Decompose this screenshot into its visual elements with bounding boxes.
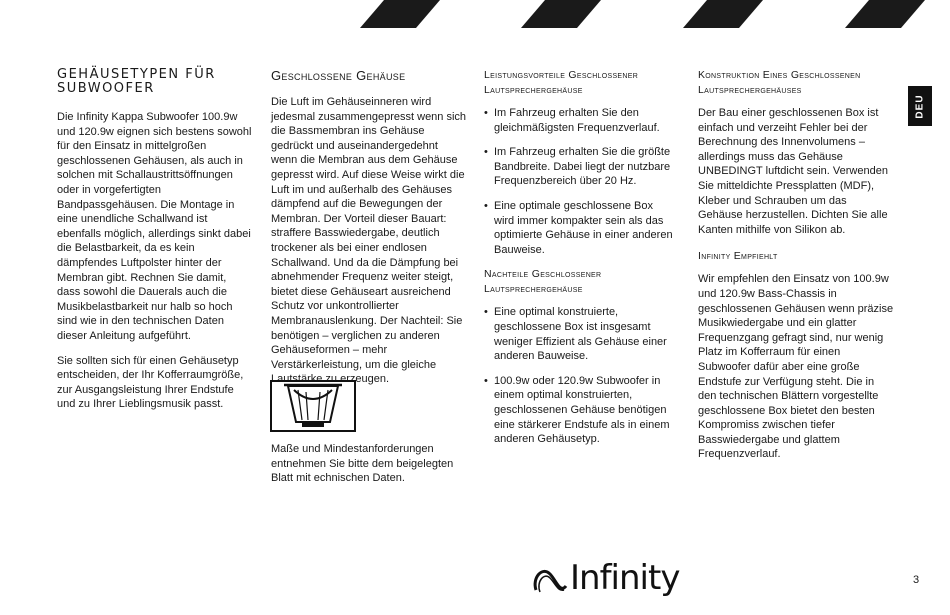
language-tab [908, 86, 932, 126]
heading-construction-line2: Lautsprechergehäuses [698, 84, 802, 96]
page-number: 3 [913, 574, 920, 586]
section-heading-disadvantages [484, 267, 676, 297]
list-item: • Im Fahrzeug erhalten Sie die größte Bandbreite. Dabei liegt der nutzbare Frequenzbereich über 20 Hz. [484, 145, 676, 189]
sealed-box-illustration [270, 380, 356, 432]
heading-disadvantages-line1: Nachteile Geschlossener [484, 268, 602, 281]
paragraph-sealed-description: Die Luft im Gehäuseinneren wird jedesmal zusammengepresst wenn sich die Bassmembran ins Gehäuse gedrückt und auseinandergedehnt wenn die Membran aus dem Gehäuse gepresst wird. Auf diese Weise wirkt die Luft im und außerhalb des Gehäuses dämpfend auf die Bewegungen der Membran. Der Vorteil dieser Bauart: straffere Basswiedergabe, deutlich trockener als bei einer endlosen Schallwand. Und da die Dämpfung bei abnehmender Frequenz weiter steigt, bietet diese Gehäuseart ausreichend Schutz vor unkontrollierter Membranauslenkung. Der Nachteil: Sie benötigen – verglichen zu anderen Gehäuseformen – mehr Verstärkerleistung, um die gleiche Lautstärke zu erzeugen. [271, 96, 467, 386]
disadvantages-list [484, 305, 676, 446]
heading-construction-line1: Konstruktion Eines Geschlossenen [698, 69, 861, 81]
list-item: • Eine optimale geschlossene Box wird immer kompakter sein als das optimierte Gehäuse in einer anderen Bauweise. [484, 199, 676, 257]
section-heading-enclosure-types: GEHÄUSETYPEN FÜR SUBWOOFER [57, 67, 216, 96]
logo-wordmark: Infinity [570, 558, 680, 598]
section-heading-recommendation: Infinity Empfiehlt [698, 250, 778, 263]
paragraph-intro: Die Infinity Kappa Subwoofer 100.9w und 120.9w eignen sich bestens sowohl für den Einsatz in mittelgroßen geschlossenen Gehäusen, als auch in solchen mit Schallaustrittsöffnungen oder in vorgefertigten Bandpassgehäusen. Die Montage in eine unendliche Schallwand ist ebenfalls möglich, allerdings sinkt dabei die Belastbarkeit, da es kein dämpfendes Luftpolster hinter der Membran gibt. Rechnen Sie damit, dass sowohl die Dauerals auch die Musikbelastbarkeit nur halb so hoch sind wie in den technischen Daten dieser Anleitung aufgeführt. [57, 111, 252, 342]
heading-disadvantages-line2: Lautsprechergehäuse [484, 283, 583, 296]
section-heading-sealed: Geschlossene Gehäuse [271, 68, 406, 83]
paragraph-dimensions-note: Maße und Mindestanforderungen entnehmen Sie bitte dem beigelegten Blatt mit echnischen Daten. [271, 443, 454, 485]
heading-advantages-line1: Leistungsvorteile Geschlossener [484, 69, 639, 81]
speaker-icon [272, 382, 354, 430]
section-heading-construction [698, 68, 894, 98]
column-1 [57, 68, 252, 422]
advantages-list [484, 106, 676, 257]
column-4 [698, 68, 894, 472]
list-item: • 100.9w oder 120.9w Subwoofer in einem optimal konstruierten, geschlossenen Gehäuse benötigen eine stärkerer Endstufe als in einem anderen Gehäusetyp. [484, 374, 676, 447]
header-stripe-1 [360, 0, 440, 28]
list-item: • Im Fahrzeug erhalten Sie den gleichmäßigsten Frequenzverlauf. [484, 106, 676, 135]
header-stripe-2 [521, 0, 601, 28]
header-stripe-3 [683, 0, 763, 28]
list-item: • Eine optimal konstruierte, geschlossene Box ist insgesamt weniger Effizient als Gehäuse einer anderen Bauweise. [484, 305, 676, 363]
infinity-logo [530, 558, 690, 600]
paragraph-construction: Der Bau einer geschlossenen Box ist einfach und verzeiht Fehler bei der Berechnung des Innenvolumens – allerdings muss das Gehäuse UNBEDINGT luftdicht sein. Verwenden Sie mitteldichte Pressplatten (MDF), Kleber und Schrauben um das Gehäuse herzustellen. Dichten Sie alle Kanten mithilfe von Silikon ab. [698, 107, 888, 236]
section-heading-advantages [484, 68, 676, 98]
language-tab-label: DEU [914, 93, 926, 119]
paragraph-recommendation: Wir empfehlen den Einsatz von 100.9w und 120.9w Bass-Chassis in geschlossenen Gehäusen wenn präzise Musikwiedergabe und ein glatter Frequenzgang gefragt sind, nur wenig Platz im Kofferraum für einen Subwoofer dafür aber eine große Endstufe zur Verfügung steht. Die in den technischen Blättern vorgestellte geschlossene Box bietet den besten Kompromiss zwischen tiefer Basswiedergabe und glattem Frequenzverlauf. [698, 273, 894, 461]
paragraph-choice: Sie sollten sich für einen Gehäusetyp entscheiden, der Ihr Kofferraumgröße, zur Ausgangsleistung Ihrer Endstufe und zu Ihrer Lieblingsmusik passt. [57, 354, 244, 411]
column-2-footer [271, 442, 467, 496]
column-2 [271, 68, 467, 397]
heading-advantages-line2: Lautsprechergehäuse [484, 84, 583, 96]
header-stripe-4 [845, 0, 925, 28]
infinity-swirl-icon [530, 560, 570, 600]
column-3 [484, 68, 676, 457]
